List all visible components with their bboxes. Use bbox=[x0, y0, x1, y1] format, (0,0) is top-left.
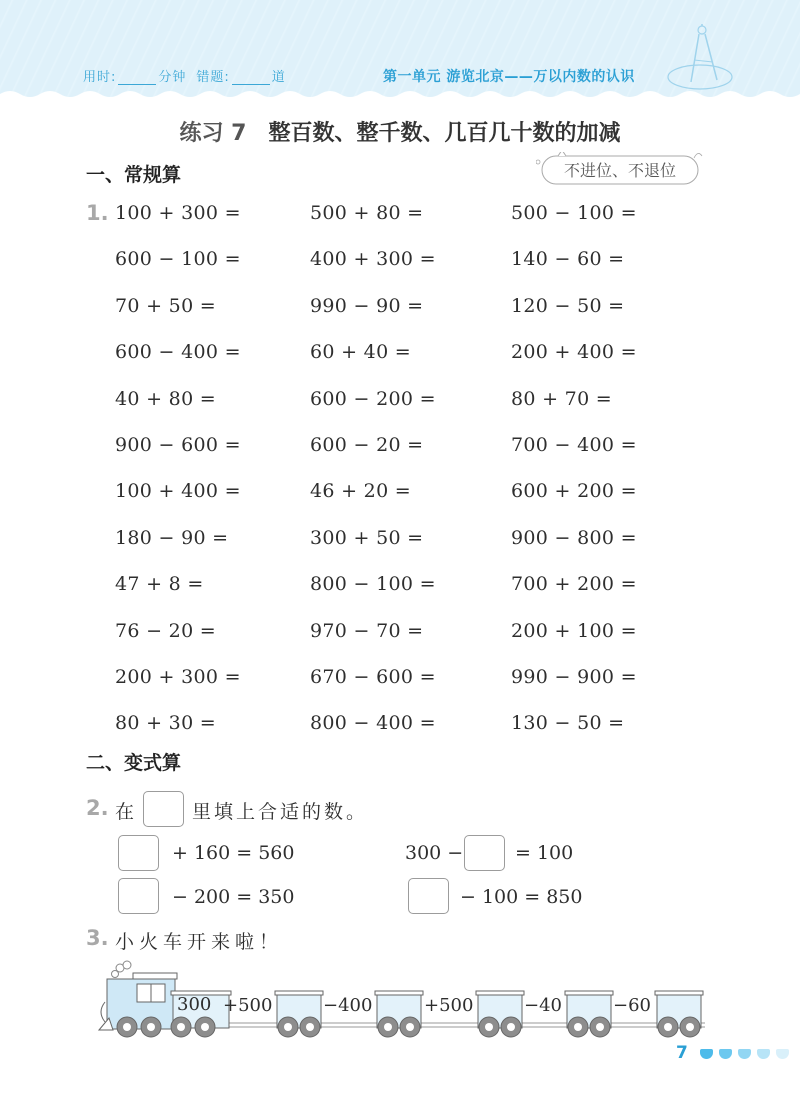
drop-icon bbox=[738, 1049, 751, 1059]
expression-r2-c2: 400 + 300 = bbox=[310, 248, 436, 271]
expression-r11-c2: 670 − 600 = bbox=[310, 666, 436, 688]
question-number-3: 3. bbox=[86, 926, 109, 950]
compass-icon bbox=[665, 22, 745, 92]
expression-r9-c3: 700 + 200 = bbox=[511, 573, 637, 596]
train-op-4: −40 bbox=[524, 995, 562, 1016]
fill-box-2[interactable] bbox=[464, 835, 505, 871]
expression-r12-c3: 130 − 50 = bbox=[511, 712, 625, 735]
q2-instruction: 里填上合适的数。 bbox=[192, 801, 369, 823]
expression-r10-c3: 200 + 100 = bbox=[511, 619, 637, 642]
question-number-2: 2. bbox=[86, 796, 109, 820]
expression-r3-c3: 120 − 50 = bbox=[511, 294, 625, 317]
unit-title: 第一单元 游览北京——万以内数的认识 bbox=[383, 69, 635, 85]
expression-r2-c3: 140 − 60 = bbox=[511, 248, 625, 271]
errors-label: 错题: bbox=[196, 70, 230, 85]
drop-icon bbox=[700, 1049, 713, 1059]
expression-r12-c2: 800 − 400 = bbox=[310, 712, 436, 735]
errors-unit: 道 bbox=[271, 70, 286, 85]
expression-r9-c2: 800 − 100 = bbox=[310, 573, 436, 596]
fill-expr-2-before: 300 − bbox=[405, 842, 464, 864]
train-start-value: 300 bbox=[177, 994, 212, 1015]
train-op-1: +500 bbox=[223, 995, 273, 1016]
time-error-record bbox=[83, 66, 286, 85]
page-title bbox=[0, 116, 800, 147]
expression-r11-c1: 200 + 300 = bbox=[115, 666, 241, 688]
expression-r12-c1: 80 + 30 = bbox=[115, 712, 217, 735]
expression-r6-c3: 700 − 400 = bbox=[511, 434, 637, 456]
q3-text: 小火车开来啦！ bbox=[115, 931, 284, 953]
section-heading-regular: 一、常规算 bbox=[86, 164, 182, 186]
expression-r5-c3: 80 + 70 = bbox=[511, 387, 613, 410]
drop-icon bbox=[757, 1049, 770, 1059]
expression-r9-c1: 47 + 8 = bbox=[115, 573, 204, 596]
expression-r1-c2: 500 + 80 = bbox=[310, 202, 424, 224]
expression-r3-c2: 990 − 90 = bbox=[310, 294, 424, 317]
expression-r7-c1: 100 + 400 = bbox=[115, 480, 241, 503]
page-number: 7 bbox=[676, 1043, 688, 1063]
time-unit: 分钟 bbox=[158, 70, 187, 85]
expression-r8-c2: 300 + 50 = bbox=[310, 526, 424, 549]
expression-r10-c2: 970 − 70 = bbox=[310, 619, 424, 642]
expression-r5-c2: 600 − 200 = bbox=[310, 387, 436, 410]
expression-r6-c2: 600 − 20 = bbox=[310, 434, 424, 456]
question-number-1: 1. bbox=[86, 201, 109, 225]
expression-r6-c1: 900 − 600 = bbox=[115, 434, 241, 456]
fill-box-1[interactable] bbox=[118, 835, 159, 871]
expression-r11-c3: 990 − 900 = bbox=[511, 666, 637, 688]
expression-r3-c1: 70 + 50 = bbox=[115, 294, 217, 317]
lesson-topic: 整百数、整千数、几百几十数的加减 bbox=[268, 121, 621, 146]
fill-expr-3: − 200 = 350 bbox=[172, 886, 295, 908]
drop-icon bbox=[719, 1049, 732, 1059]
section-heading-variant: 二、变式算 bbox=[86, 752, 182, 774]
expression-r7-c3: 600 + 200 = bbox=[511, 480, 637, 503]
train-op-5: −60 bbox=[613, 995, 651, 1016]
expression-r4-c2: 60 + 40 = bbox=[310, 341, 412, 364]
fill-expr-1: + 160 = 560 bbox=[172, 842, 295, 864]
fill-expr-2-after: = 100 bbox=[515, 842, 574, 864]
expression-r5-c1: 40 + 80 = bbox=[115, 387, 217, 410]
fill-box-4[interactable] bbox=[408, 878, 449, 914]
time-label: 用时: bbox=[83, 70, 117, 85]
expression-r1-c1: 100 + 300 = bbox=[115, 202, 241, 224]
lesson-number: 练习 7 bbox=[179, 121, 247, 146]
train-op-3: +500 bbox=[424, 995, 474, 1016]
fill-box-3[interactable] bbox=[118, 878, 159, 914]
expression-r7-c2: 46 + 20 = bbox=[310, 480, 412, 503]
example-box bbox=[143, 791, 184, 827]
errors-blank[interactable] bbox=[232, 71, 270, 85]
hint-bubble bbox=[536, 152, 704, 186]
expression-r10-c1: 76 − 20 = bbox=[115, 619, 217, 642]
expression-r8-c1: 180 − 90 = bbox=[115, 526, 229, 549]
expression-r4-c1: 600 − 400 = bbox=[115, 341, 241, 364]
expression-r4-c3: 200 + 400 = bbox=[511, 341, 637, 364]
fill-expr-4: − 100 = 850 bbox=[460, 886, 583, 908]
q2-prefix: 在 bbox=[115, 801, 138, 823]
train-diagram bbox=[95, 960, 725, 1040]
expression-r8-c3: 900 − 800 = bbox=[511, 526, 637, 549]
expression-r1-c3: 500 − 100 = bbox=[511, 202, 637, 224]
expression-r2-c1: 600 − 100 = bbox=[115, 248, 241, 271]
hint-text: 不进位、不退位 bbox=[563, 161, 676, 180]
time-blank[interactable] bbox=[118, 71, 156, 85]
drop-icon bbox=[776, 1049, 789, 1059]
train-op-2: −400 bbox=[323, 995, 373, 1016]
